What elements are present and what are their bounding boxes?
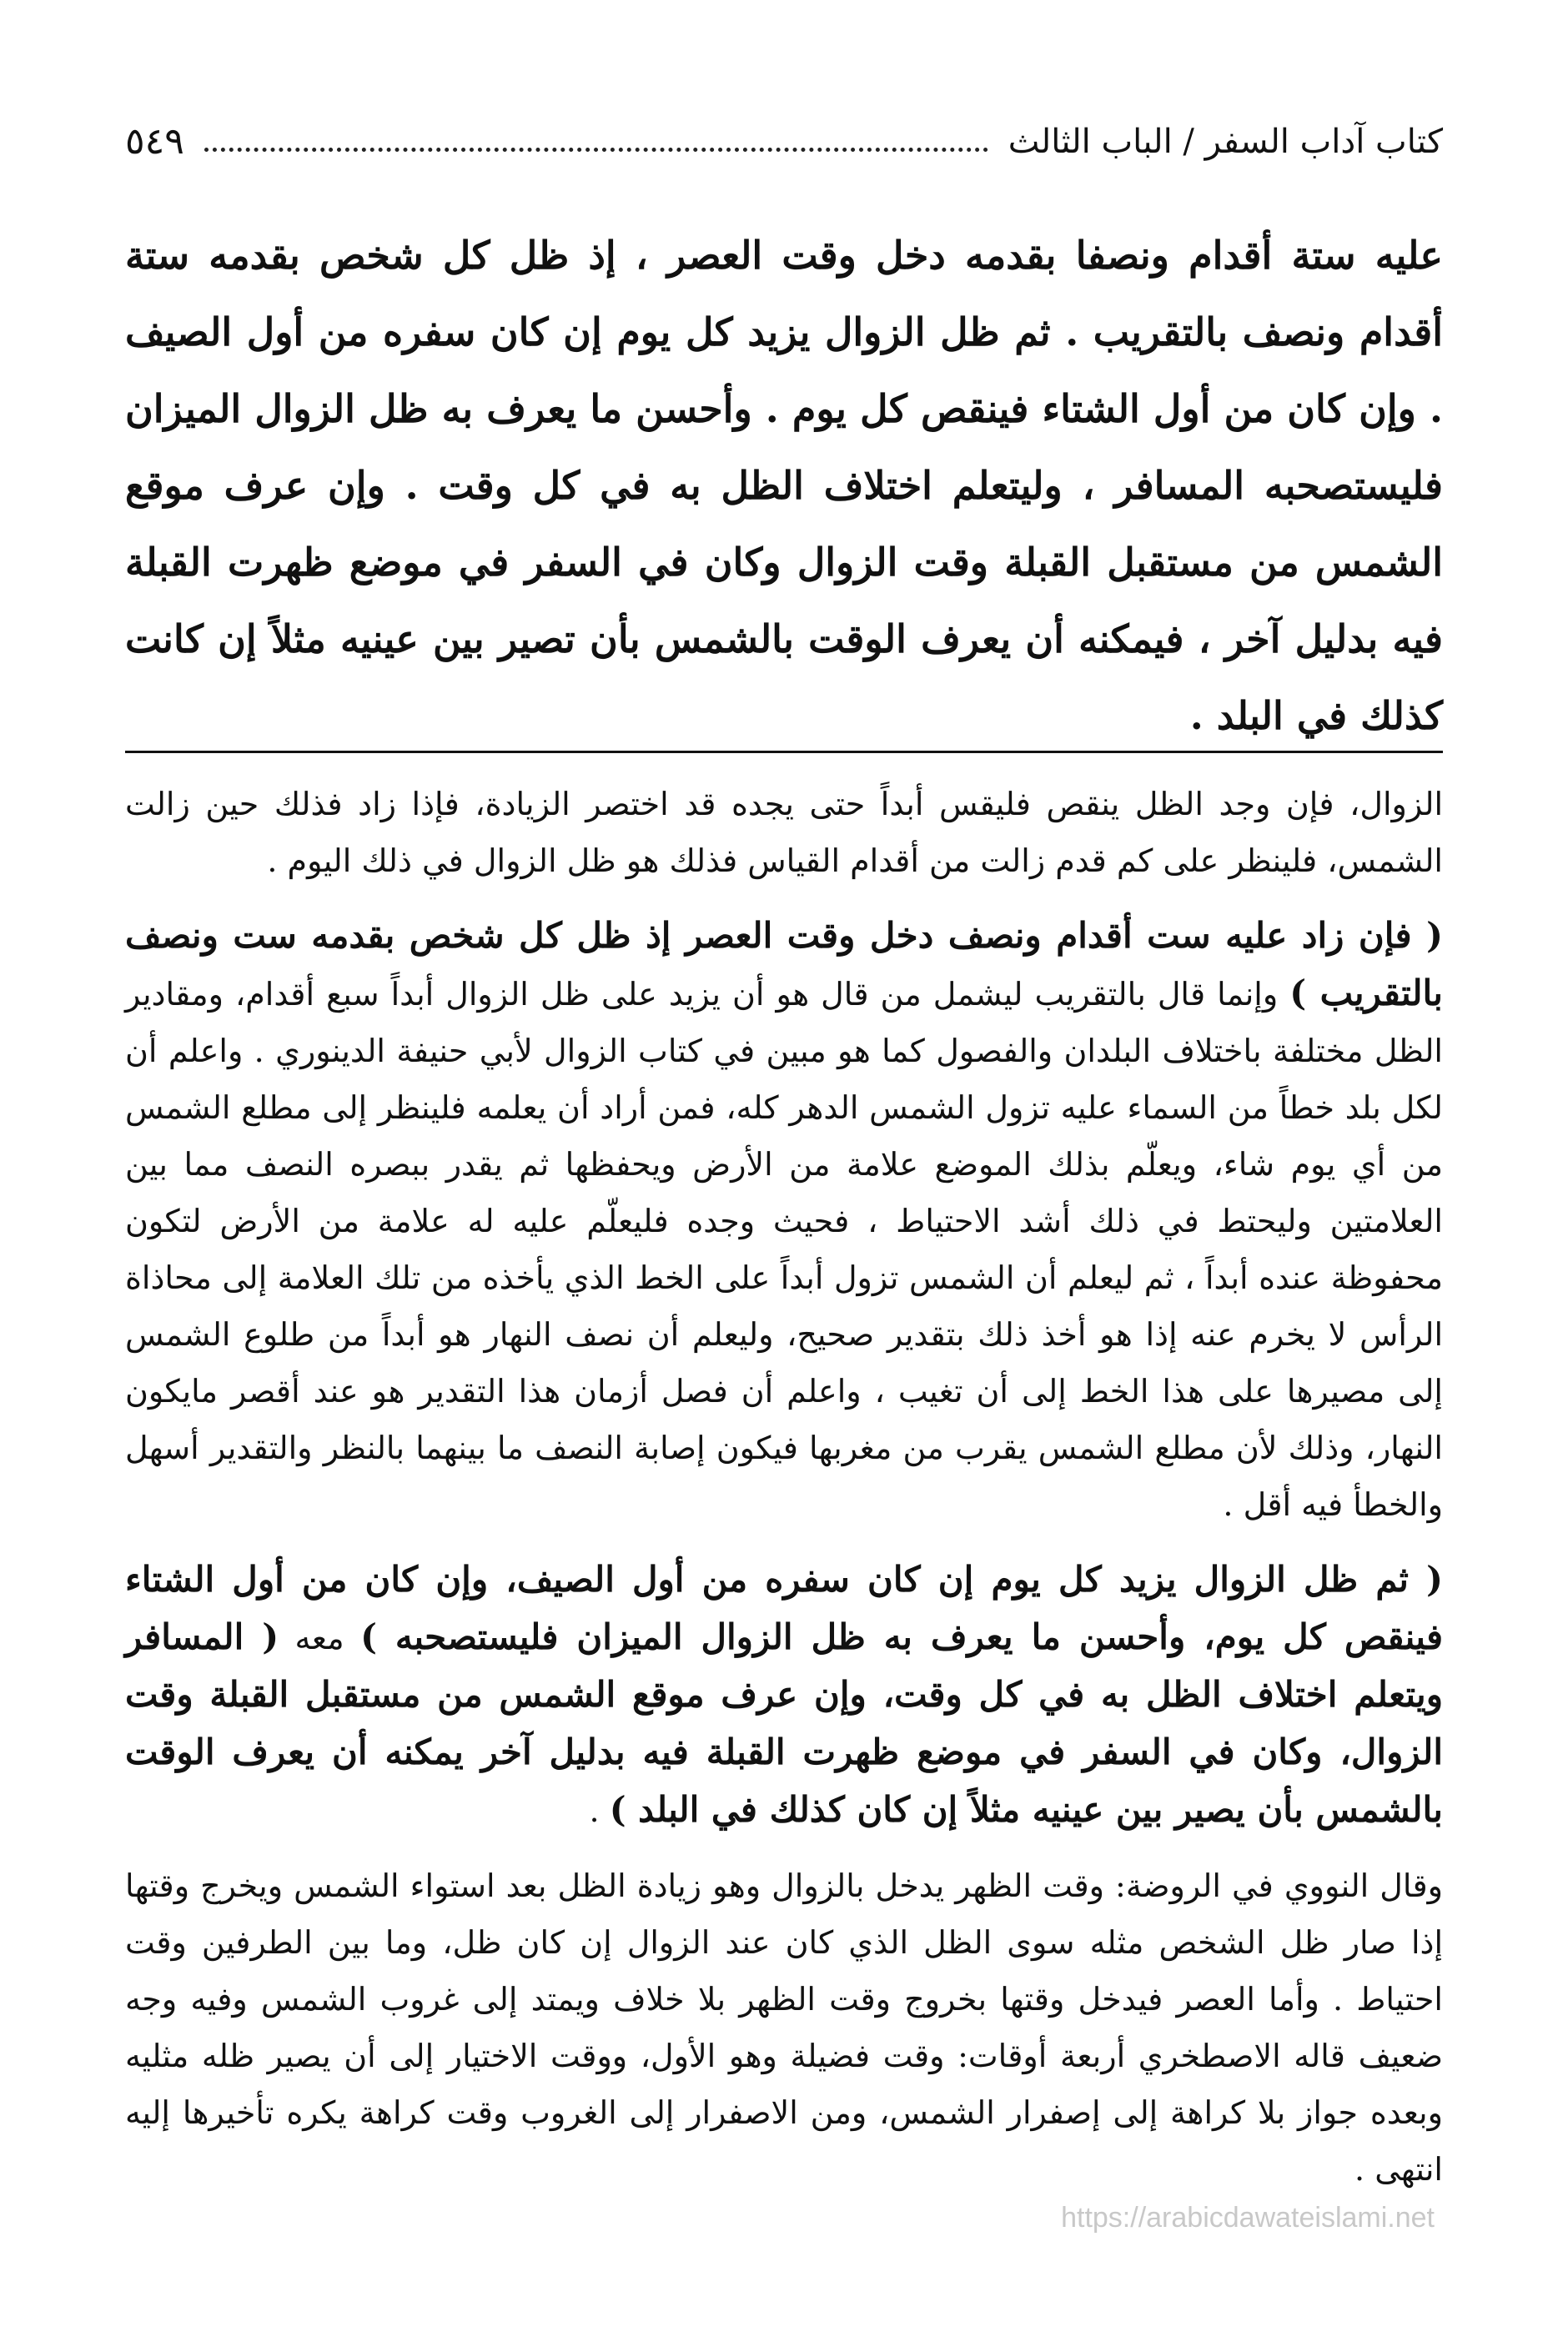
- dotted-leader: [204, 148, 988, 152]
- commentary-paragraph: [125, 1857, 1443, 2198]
- watermark-url: https://arabicdawateislami.net: [1061, 2202, 1435, 2234]
- book-page: [125, 75, 1443, 2260]
- commentary: [125, 776, 1443, 2216]
- section-divider: [125, 751, 1443, 753]
- commentary-paragraph: [125, 776, 1443, 889]
- running-header: [125, 108, 1443, 175]
- quoted-lemma: ( فإن زاد عليه ست أقدام ونصف دخل وقت العصر إذ ظل كل شخص بقدمه ست ونصف بالتقريب ): [125, 915, 1443, 1013]
- main-text: عليه ستة أقدام ونصفا بقدمه دخل وقت العصر ، إذ ظل كل شخص بقدمه ستة أقدام ونصف بالتقريب . ثم ظل الزوال يزيد كل يوم إن كان سفره من أول الصيف . وإن كان من أول الشتاء فينقص كل يوم . وأحسن ما يعرف به ظل الزوال الميزان فليستصحبه المسافر ، وليتعلم اختلاف الظل به في كل وقت . وإن عرف موقع الشمس من مستقبل القبلة وقت الزوال وكان في السفر في موضع ظهرت القبلة فيه بدليل آخر ، فيمكنه أن يعرف الوقت بالشمس بأن تصير بين عينيه مثلاً إن كانت كذلك في البلد .: [125, 233, 1443, 738]
- quoted-lemma: ( المسافر ويتعلم اختلاف الظل به في كل وقت، وإن عرف موقع الشمس من مستقبل القبلة وقت الزوال، وكان في السفر في موضع ظهرت القبلة فيه بدليل آخر يمكنه أن يعرف الوقت بالشمس بأن يصير بين عينيه مثلاً إن كان كذلك في البلد ): [125, 1616, 1443, 1830]
- quoted-lemma: ( ثم ظل الزوال يزيد كل يوم إن كان سفره من أول الصيف، وإن كان من أول الشتاء فينقص كل يوم، وأحسن ما يعرف به ظل الزوال الميزان فليستصحبه ): [125, 1559, 1444, 1657]
- commentary-paragraph: [125, 907, 1443, 1533]
- chapter-title: كتاب آداب السفر / الباب الثالث: [1008, 123, 1443, 161]
- commentary-paragraph: [125, 1551, 1443, 1839]
- commentary-text: وإنما قال بالتقريب ليشمل من قال هو أن يزيد على ظل الزوال أبداً سبع أقدام، ومقادير الظل مختلفة باختلاف البلدان والفصول كما هو مبين في كتاب الزوال لأبي حنيفة الدينوري . واعلم أن لكل بلد خطاً من السماء عليه تزول الشمس الدهر كله، فمن أراد أن يعلمه فلينظر إلى مطلع الشمس من أي يوم شاء، ويعلّم بذلك الموضع علامة من الأرض ويحفظها ثم يقدر ببصره النصف مما بين العلامتين وليحتط في ذلك أشد الاحتياط ، فحيث وجده فليعلّم عليه له علامة من الأرض لتكون محفوظة عنده أبداً ، ثم ليعلم أن الشمس تزول أبداً على الخط الذي يأخذه من تلك العلامة إلى محاذاة الرأس لا يخرم عنه إذا هو أخذ ذلك بتقدير صحيح، وليعلم أن نصف النهار هو أبداً من طلوع الشمس إلى مصيرها على هذا الخط إلى أن تغيب ، واعلم أن فصل أزمان هذا التقدير هو عند أقصر مايكون النهار، وذلك لأن مطلع الشمس يقرب من مغربها فيكون إصابة النصف ما بينهما بالنظر والتقدير أسهل والخطأ فيه أقل .: [125, 976, 1443, 1523]
- commentary-text: وقال النووي في الروضة: وقت الظهر يدخل بالزوال وهو زيادة الظل بعد استواء الشمس ويخرج وقتها إذا صار ظل الشخص مثله سوى الظل الذي كان عند الزوال إن كان ظل، وما بين الطرفين وقت احتياط . وأما العصر فيدخل وقتها بخروج وقت الظهر بلا خلاف ويمتد إلى غروب الشمس وفيه وجه ضعيف قاله الاصطخري أربعة أوقات: وقت فضيلة وهو الأول، ووقت الاختيار إلى أن يصير ظله مثليه وبعده جواز بلا كراهة إلى إصفرار الشمس، ومن الاصفرار إلى الغروب وقت كراهة يكره تأخيرها إليه انتهى .: [125, 1867, 1443, 2188]
- commentary-text: معه: [279, 1620, 361, 1656]
- page-number: ٥٤٩: [125, 119, 184, 163]
- commentary-text: .: [589, 1792, 610, 1829]
- commentary-text: الزوال، فإن وجد الظل ينقص فليقس أبداً حتى يجده قد اختصر الزيادة، فإذا زاد فذلك حين زالت الشمس، فلينظر على كم قدم زالت من أقدام القياس فذلك هو ظل الزوال في ذلك اليوم .: [125, 786, 1443, 879]
